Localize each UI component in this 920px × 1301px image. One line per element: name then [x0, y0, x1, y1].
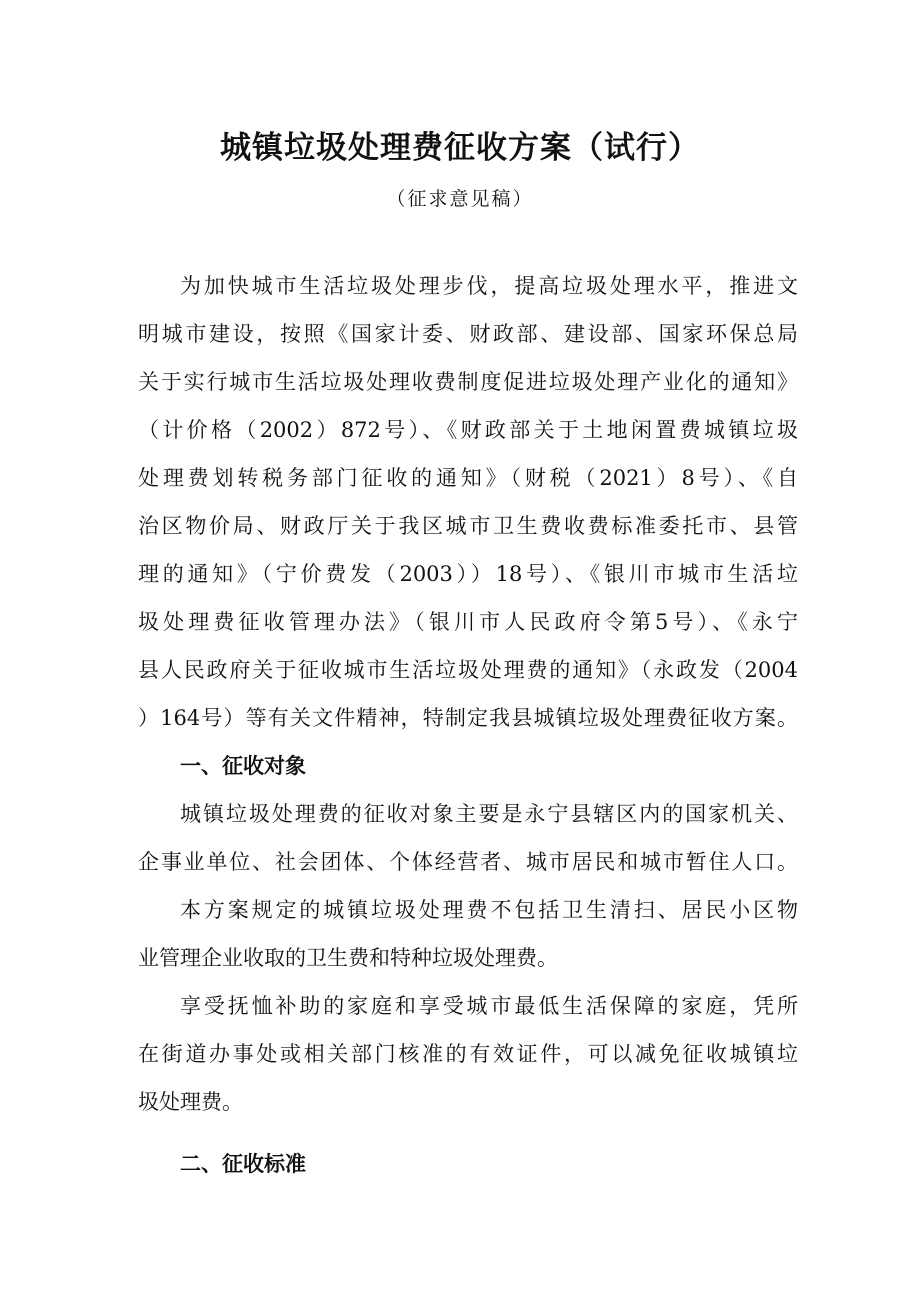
paragraph-line: ）164号）等有关文件精神，特制定我县城镇垃圾处理费征收方案。 — [138, 706, 798, 730]
section-heading-1: 一、征收对象 — [180, 754, 306, 778]
paragraph-line: 本方案规定的城镇垃圾处理费不包括卫生清扫、居民小区物 — [180, 898, 798, 922]
section1-paragraph-1 — [138, 790, 798, 886]
paragraph-line: 圾处理费征收管理办法》（银川市人民政府令第5号）、《永宁 — [138, 610, 798, 634]
paragraph-line: 理的通知》（宁价费发（2003））18号）、《银川市城市生活垃 — [138, 562, 798, 586]
paragraph-line: 企事业单位、社会团体、个体经营者、城市居民和城市暂住人口。 — [138, 850, 798, 874]
section-heading-2: 二、征收标准 — [180, 1152, 306, 1176]
document-body — [138, 262, 798, 1188]
paragraph-line: （计价格（2002）872号）、《财政部关于土地闲置费城镇垃圾 — [138, 418, 798, 442]
paragraph-line: 处理费划转税务部门征收的通知》（财税（2021）8号）、《自 — [138, 466, 798, 490]
paragraph-line: 关于实行城市生活垃圾处理收费制度促进垃圾处理产业化的通知》 — [138, 370, 798, 394]
spacer — [138, 1126, 798, 1140]
paragraph-line: 城镇垃圾处理费的征收对象主要是永宁县辖区内的国家机关、 — [180, 802, 798, 826]
paragraph-line: 在街道办事处或相关部门核准的有效证件，可以减免征收城镇垃 — [138, 1042, 798, 1066]
document-title: 城镇垃圾处理费征收方案（试行） — [220, 130, 700, 166]
document-subtitle: （征求意见稿） — [386, 188, 534, 210]
paragraph-line: 县人民政府关于征收城市生活垃圾处理费的通知》（永政发（2004 — [138, 658, 798, 682]
section1-paragraph-3 — [138, 982, 798, 1126]
paragraph-line: 为加快城市生活垃圾处理步伐，提高垃圾处理水平，推进文 — [180, 274, 798, 298]
paragraph-line: 业管理企业收取的卫生费和特种垃圾处理费。 — [138, 946, 558, 970]
paragraph-line: 享受抚恤补助的家庭和享受城市最低生活保障的家庭，凭所 — [180, 994, 798, 1018]
paragraph-line: 明城市建设，按照《国家计委、财政部、建设部、国家环保总局 — [138, 322, 798, 346]
intro-paragraph — [138, 262, 798, 742]
paragraph-line: 治区物价局、财政厅关于我区城市卫生费收费标准委托市、县管 — [138, 514, 798, 538]
paragraph-line: 圾处理费。 — [138, 1090, 243, 1114]
section1-paragraph-2 — [138, 886, 798, 982]
